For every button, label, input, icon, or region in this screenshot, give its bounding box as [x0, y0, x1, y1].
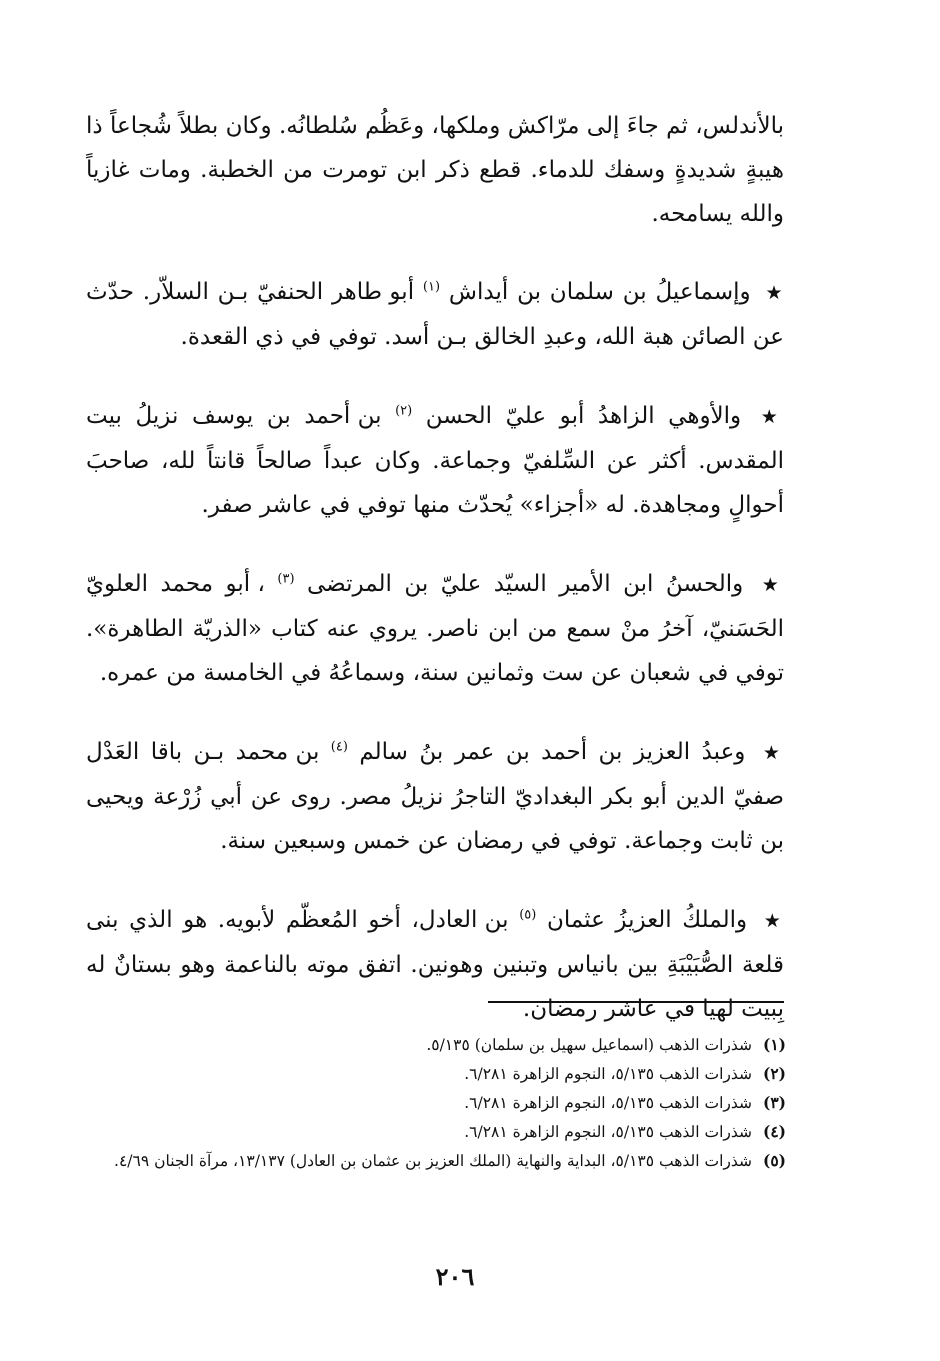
footnote-text: شذرات الذهب (اسماعيل سهيل بن سلمان) ٥/١٣٥.: [426, 1036, 752, 1054]
footnote-text: شذرات الذهب ٥/١٣٥، النجوم الزاهرة ٦/٢٨١.: [464, 1094, 752, 1112]
footnote-item: [96, 1090, 786, 1116]
entry-text: والملكُ العزيزُ عثمان: [546, 907, 748, 933]
entry-text-continued: أبو طاهر الحنفيّ بـن السلاّر. حدّث عن الصائن هبة الله، وعبدِ الخالق بـن أسد. توفي في ذي القعدة.: [86, 279, 784, 350]
footnote-number: (٤): [762, 1122, 786, 1141]
entry-continuation: [86, 104, 784, 236]
entry-text: بالأندلس، ثم جاءَ إلى مرّاكش وملكها، وعَظُم سُلطانُه. وكان بطلاً شُجاعاً ذا هيبةٍ شديدةٍ وسفك للدماء. قطع ذكر ابن تومرت من الخطبة. ومات غازياً والله يسامحه.: [86, 113, 784, 227]
entry-text: والحسنُ ابن الأمير السيّد عليّ بن المرتضى: [307, 571, 744, 597]
star-icon: ★: [760, 406, 785, 428]
footnote-ref: (٥): [519, 907, 537, 923]
footnote-ref: (٤): [330, 739, 348, 755]
footnote-text: شذرات الذهب ٥/١٣٥، النجوم الزاهرة ٦/٢٨١.: [464, 1123, 752, 1141]
entry-text-continued: بن محمد بـن باقا العَدْل صفيّ الدين أبو بكر البغداديّ التاجرُ نزيلُ مصر. روى عن أبي زُرْعة ويحيى بن ثابت وجماعة. توفي في رمضان عن خمس وسبعين سنة.: [86, 739, 784, 854]
entry-text-continued: بن أحمد بن يوسف نزيلُ بيت المقدس. أكثر عن السِّلفيّ وجماعة. وكان عبداً صالحاً قانتاً لله، صاحبَ أحوالٍ ومجاهدة. له «أجزاء» يُحدّث منها توفي في عاشر صفر.: [86, 403, 784, 518]
footnote-number: (٣): [762, 1093, 786, 1112]
footnote-number: (٢): [762, 1064, 786, 1083]
footnote-item: [96, 1032, 786, 1058]
star-icon: ★: [765, 282, 785, 304]
entry-text: والأوهي الزاهدُ أبو عليّ الحسن: [425, 403, 742, 429]
footnote-number: (١): [762, 1035, 786, 1054]
entry-hasan: [86, 562, 784, 695]
footnote-text: شذرات الذهب ٥/١٣٥، البداية والنهاية (الملك العزيز بن عثمان بن العادل) ١٣/١٣٧، مرآة الجنان ٤/٦٩.: [114, 1152, 752, 1170]
entry-text: وإسماعيلُ بن سلمان بن أيداش: [448, 279, 751, 305]
footnote-number: (٥): [762, 1151, 786, 1170]
entry-text-continued: بن العادل، أخو المُعظّم لأبويه. هو الذي بنى قلعة الصُّبَيْبَةِ بين بانياس وتبنين وهونين. اتفق موته بالناعمة وهو بستانٌ له بِبيت لهيا في عاشر رمضان.: [86, 907, 784, 1022]
star-icon: ★: [762, 742, 784, 764]
footnotes: [96, 1032, 786, 1177]
entry-abdulaziz: [86, 730, 784, 863]
star-icon: ★: [761, 574, 784, 596]
footnote-item: [96, 1061, 786, 1087]
footnote-ref: (٣): [277, 571, 295, 587]
footnote-item: [96, 1119, 786, 1145]
main-text: [86, 104, 784, 1066]
footnote-divider: [488, 1001, 784, 1003]
entry-ismail: [86, 270, 784, 359]
footnote-item: [96, 1148, 786, 1174]
star-icon: ★: [763, 910, 785, 932]
page-number: ٢٠٦: [435, 1262, 475, 1291]
entry-text: وعبدُ العزيز بن أحمد بن عمر بنُ سالم: [359, 739, 746, 765]
entry-awhi: [86, 394, 784, 527]
entry-malik-aziz: [86, 898, 784, 1031]
footnote-text: شذرات الذهب ٥/١٣٥، النجوم الزاهرة ٦/٢٨١.: [464, 1065, 752, 1083]
footnote-ref: (١): [422, 279, 441, 295]
entry-text-continued: ، أبو محمد العلويّ الحَسَنيّ، آخرُ منْ سمع من ابن ناصر. يروي عنه كتاب «الذريّة الطاهرة». توفي في شعبان عن ست وثمانين سنة، وسماعُهُ في الخامسة من عمره.: [86, 571, 784, 686]
footnote-ref: (٢): [395, 403, 413, 419]
